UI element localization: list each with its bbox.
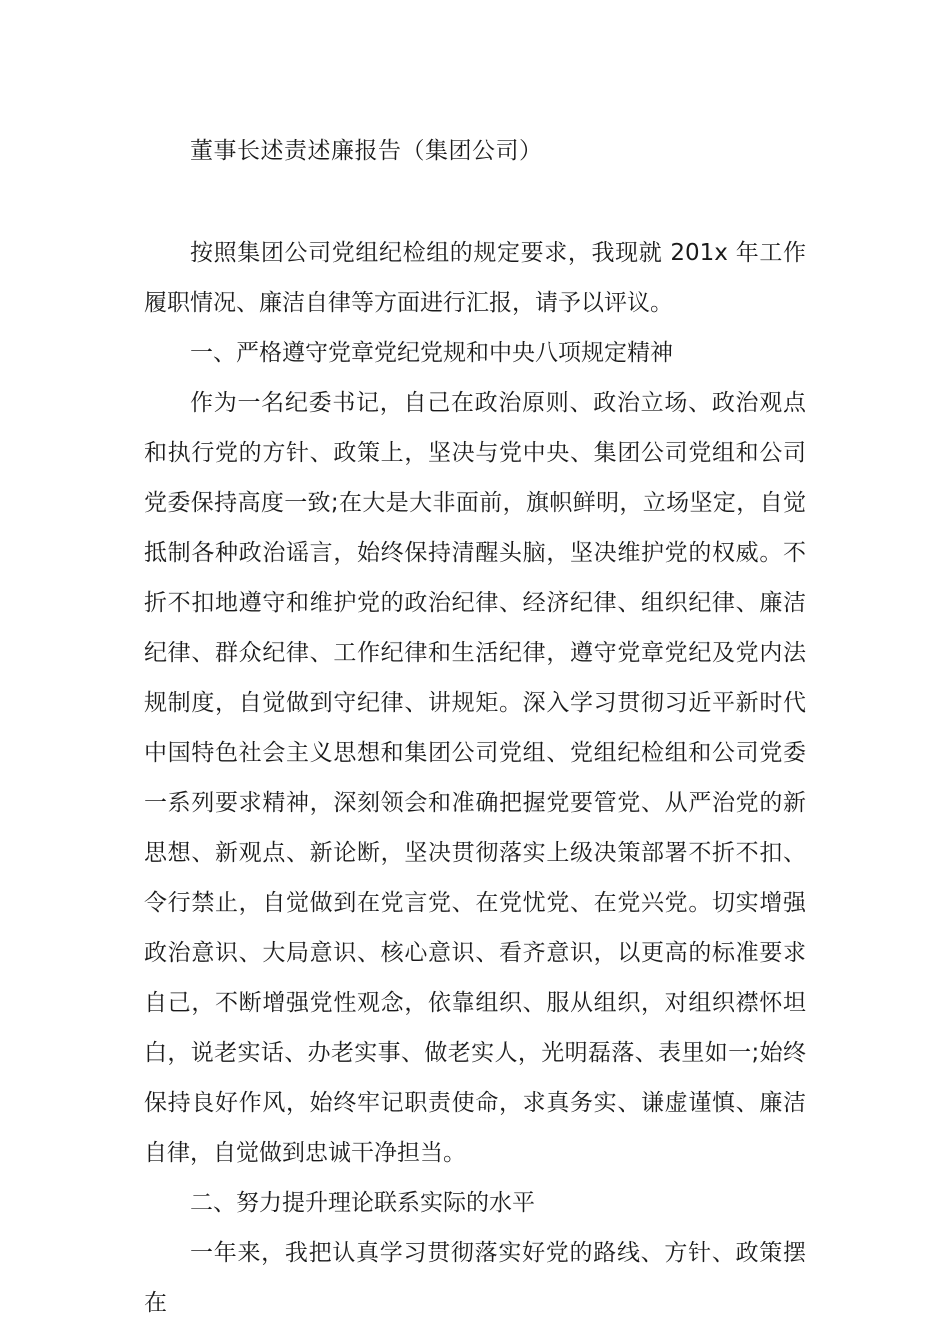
document-body [144,228,806,1328]
section-2-paragraph: 一年来，我把认真学习贯彻落实好党的路线、方针、政策摆在 [144,1240,806,1316]
document-title: 董事长述责述廉报告（集团公司） [190,138,543,164]
section-heading-1: 一、严格遵守党章党纪党规和中央八项规定精神 [190,340,673,366]
section-1-paragraph: 作为一名纪委书记，自己在政治原则、政治立场、政治观点和执行党的方针、政策上，坚决与党中央、集团公司党组和公司党委保持高度一致;在大是大非面前，旗帜鲜明，立场坚定，自觉抵制各种政治谣言，始终保持清醒头脑，坚决维护党的权威。不折不扣地遵守和维护党的政治纪律、经济纪律、组织纪律、廉洁纪律、群众纪律、工作纪律和生活纪律，遵守党章党纪及党内法规制度，自觉做到守纪律、讲规矩。深入学习贯彻习近平新时代中国特色社会主义思想和集团公司党组、党组纪检组和公司党委一系列要求精神，深刻领会和准确把握党要管党、从严治党的新思想、新观点、新论断，坚决贯彻落实上级决策部署不折不扣、令行禁止，自觉做到在党言党、在党忧党、在党兴党。切实增强政治意识、大局意识、核心意识、看齐意识，以更高的标准要求自己，不断增强党性观念，依靠组织、服从组织，对组织襟怀坦白，说老实话、办老实事、做老实人，光明磊落、表里如一;始终保持良好作风，始终牢记职责使命，求真务实、谦虚谨慎、廉洁自律，自觉做到忠诚干净担当。 [144,390,806,1166]
section-heading-2: 二、努力提升理论联系实际的水平 [190,1190,535,1216]
intro-paragraph: 按照集团公司党组纪检组的规定要求，我现就 201x 年工作履职情况、廉洁自律等方面进行汇报，请予以评议。 [144,240,806,316]
